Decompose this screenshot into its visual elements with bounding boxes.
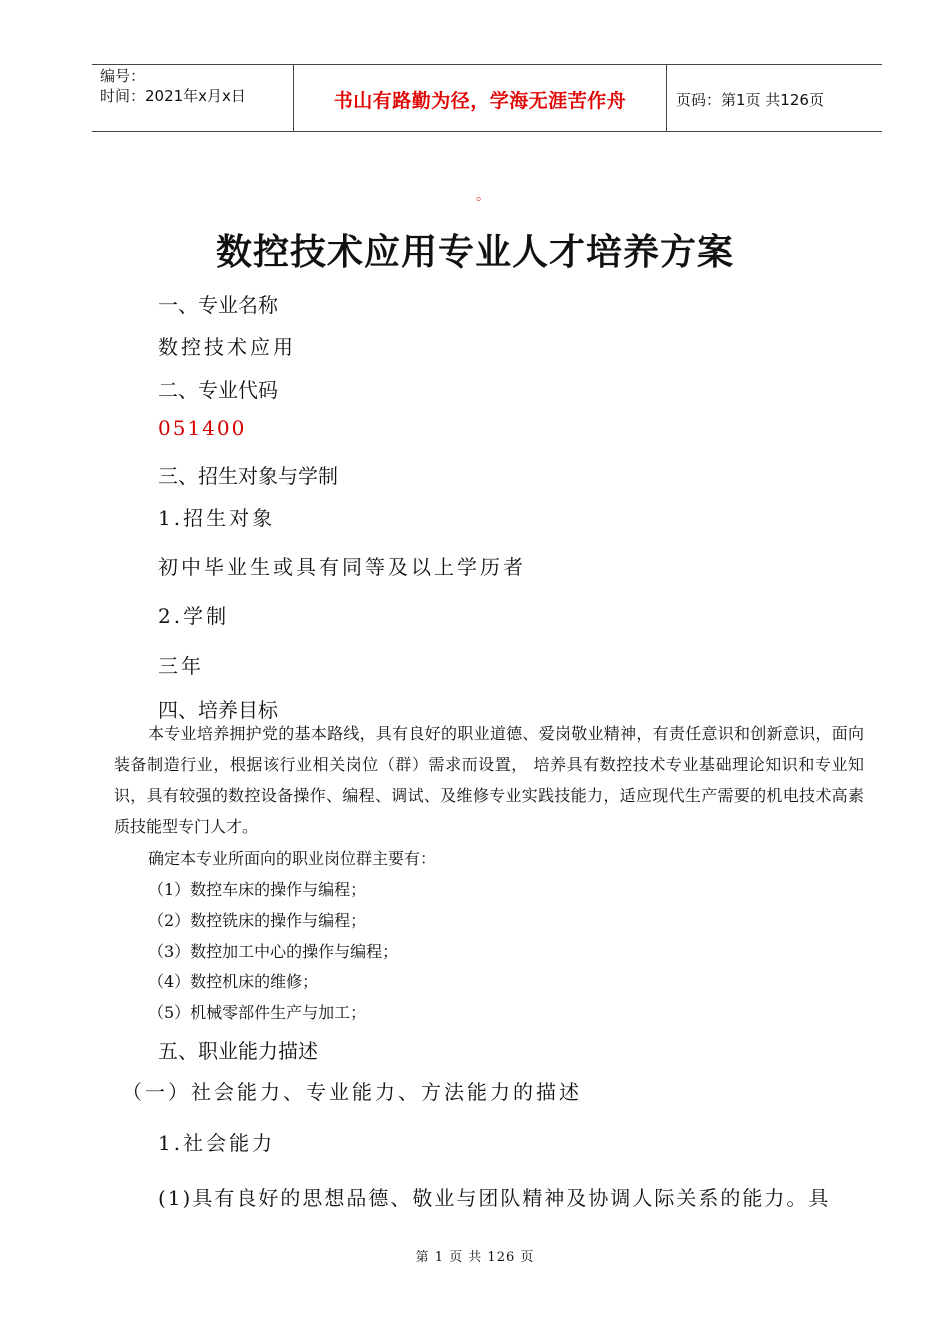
- section-2-heading: 二、专业代码: [158, 378, 278, 402]
- section-5-subheading: （一）社会能力、专业能力、方法能力的描述: [122, 1080, 582, 1104]
- header-divider-right: [666, 64, 667, 131]
- section-4-heading: 四、培养目标: [158, 698, 278, 722]
- header-bottom-border: [92, 131, 882, 132]
- red-dot-mark: 。: [476, 188, 490, 204]
- list-item: （5）机械零部件生产与加工；: [148, 1003, 367, 1022]
- section-5-item-1: 1.社会能力: [158, 1131, 276, 1155]
- section-4-intro: 确定本专业所面向的职业岗位群主要有：: [148, 849, 437, 868]
- list-item: （2）数控铣床的操作与编程；: [148, 911, 367, 930]
- section-3-item-2-text: 三年: [158, 654, 204, 678]
- section-5-heading: 五、职业能力描述: [158, 1039, 318, 1063]
- section-3-item-2: 2.学制: [158, 604, 230, 628]
- section-3-heading: 三、招生对象与学制: [158, 464, 338, 488]
- header-top-border: [92, 64, 882, 65]
- time-label: 时间：2021年x月x日: [100, 87, 246, 105]
- header-motto: 书山有路勤为径，学海无涯苦作舟: [333, 90, 627, 112]
- page-footer: 第 1 页 共 126 页: [415, 1250, 535, 1265]
- list-item: （1）数控车床的操作与编程；: [148, 880, 367, 899]
- header-page-info: 页码：第1页 共126页: [676, 91, 824, 109]
- list-item: （3）数控加工中心的操作与编程；: [148, 942, 399, 961]
- code-label: 编号：: [100, 67, 146, 85]
- section-4-paragraph: 本专业培养拥护党的基本路线，具有良好的职业道德、爱岗敬业精神，有责任意识和创新意识，面向装备制造行业，根据该行业相关岗位（群）需求而设置， 培养具有数控技术专业基础理论知识和专业知识，具有较强的数控设备操作、编程、调试、及维修专业实践技能力，适应现代生产需要的机电技术高素质技能型专门人才。: [114, 724, 864, 836]
- header-left-cell: [100, 66, 246, 106]
- section-1-text: 数控技术应用: [158, 335, 296, 359]
- section-5-item-1-text: (1)具有良好的思想品德、敬业与团队精神及协调人际关系的能力。具: [158, 1186, 831, 1210]
- page-title: 数控技术应用专业人才培养方案: [215, 232, 734, 273]
- section-1-heading: 一、专业名称: [158, 293, 278, 317]
- major-code: 051400: [158, 416, 247, 440]
- section-3-item-1: 1.招生对象: [158, 506, 276, 530]
- list-item: （4）数控机床的维修；: [148, 972, 319, 991]
- section-3-item-1-text: 初中毕业生或具有同等及以上学历者: [158, 555, 526, 579]
